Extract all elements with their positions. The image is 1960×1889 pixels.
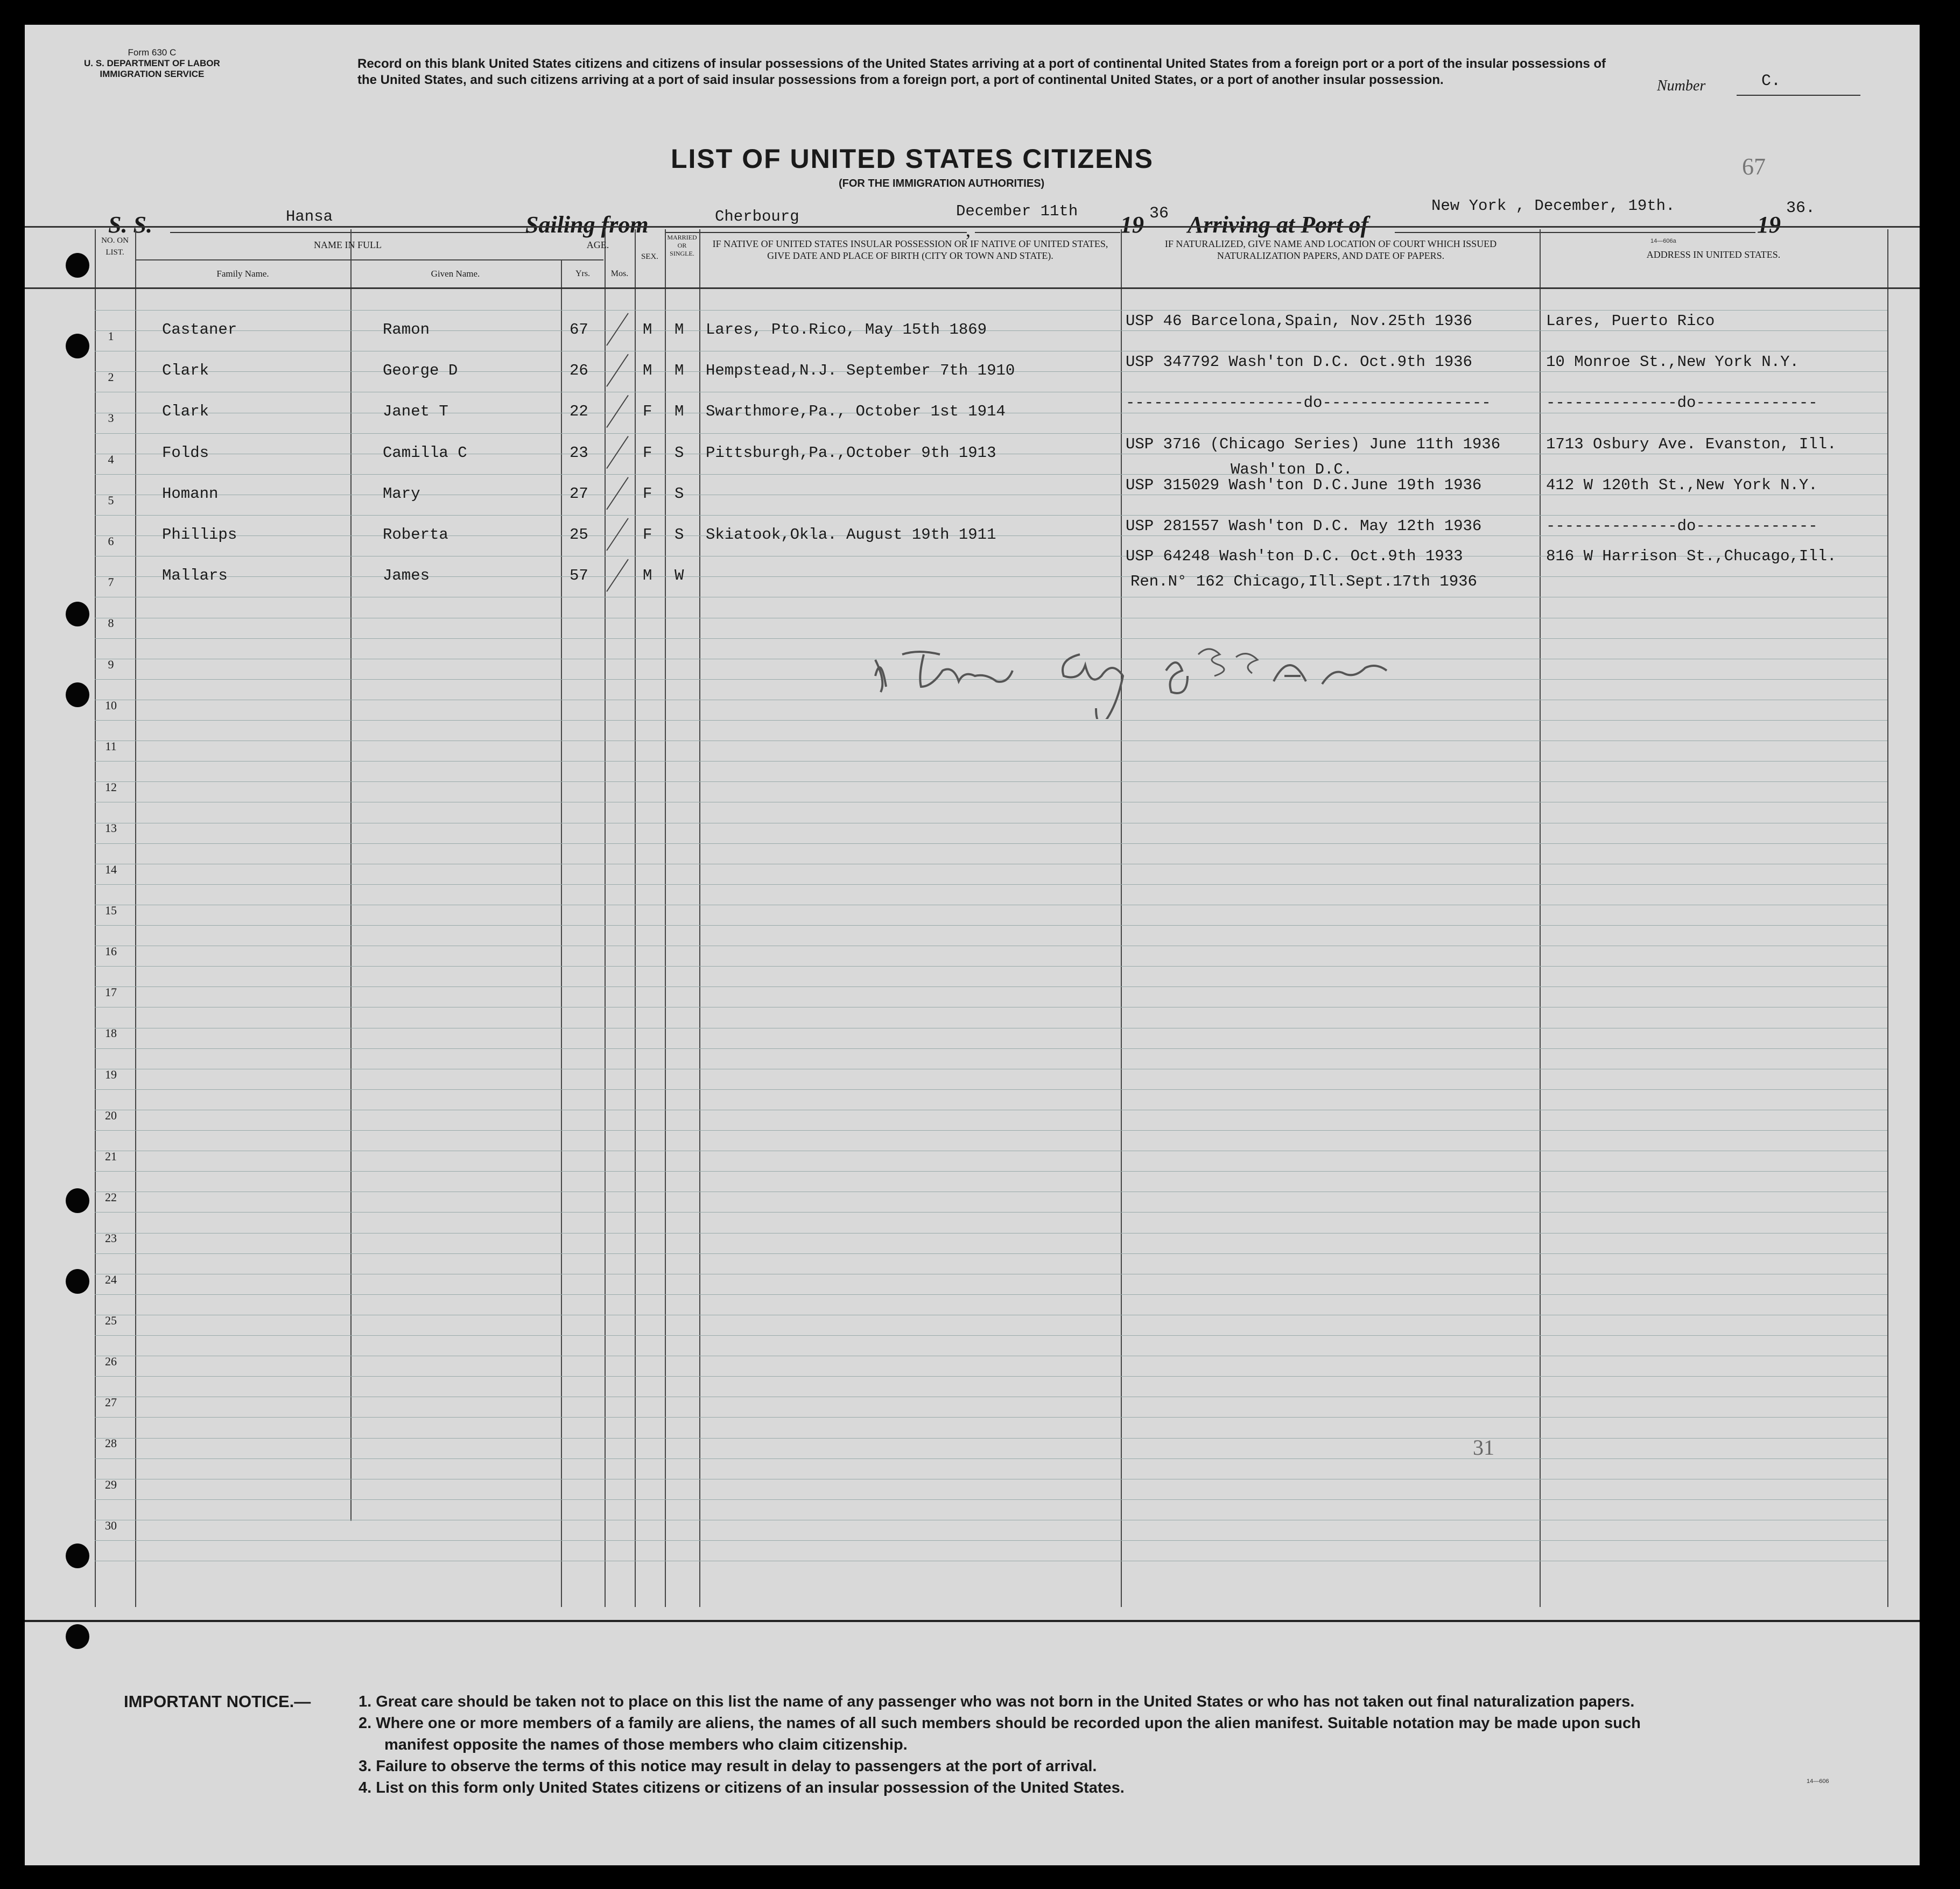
ruled-line: [95, 781, 1887, 782]
notice-item-4: 4. List on this form only United States citizens or citizens of an insular possession of the United States.: [359, 1779, 1125, 1796]
us-address-cell: --------------do-------------: [1546, 517, 1818, 535]
notice-item-3: 3. Failure to observe the terms of this notice may result in delay to passengers at the port of arrival.: [359, 1758, 1097, 1775]
stamp-number: 31: [1473, 1435, 1494, 1460]
table-top-border: [25, 226, 1920, 228]
sex-cell: F: [643, 443, 652, 462]
ruled-line: [95, 1438, 1887, 1439]
notice-item-2: 2. Where one or more members of a family are aliens, the names of all such members should be recorded upon the alien manifest. Suitable notation may be made upon such: [359, 1715, 1641, 1732]
us-address-cell: 10 Monroe St.,New York N.Y.: [1546, 353, 1799, 371]
punch-hole: [66, 1269, 89, 1294]
row-number: 18: [105, 1026, 117, 1040]
row-number: 23: [105, 1231, 117, 1245]
page-subtitle: (FOR THE IMMIGRATION AUTHORITIES): [839, 178, 1045, 189]
manifest-page: Form 630 C U. S. DEPARTMENT OF LABOR IMMIGRATION SERVICE Record on this blank United States citizens and citizens of insular possessions of the United States arriving at a port of continental United States from a foreign port or a port of the insular possessions of the United States, and such citizens arriving at a port of said insular possessions from a foreign port, a port of continental United States, or a port of another insular possession. Number C. LIST OF UNITED STATES CITIZENS (FOR THE IMMIGRATION AUTHORITIES) 67 S. S. Hansa Sailing from Cherbourg , December 11th 19 36 Arriving at Port of New York , December, 19th. 19 36. 14—606a NO. ON LIST. NAME IN FULL Family Name. Given Name. AGE. Yrs. Mos. SEX. MARRIED OR SINGLE. IF NATIVE OF UNITED STATES INSULAR POSSESSION OR IF NATIVE OF UNITED STATES, GIVE DATE AND PLACE OF BIRTH (CITY OR TOWN AND STATE). IF NATURALIZED, GIVE NAME AND LOCATION OF COURT WHICH ISSUED NATURALIZATION PAPERS, AND DATE OF PAPERS. ADDRESS IN UNITED STATES. 1 2 3 4 5 6 7 8 9 10 11 12 13 14 15 16 17 18 19 20 21 22 23 24 25 26 27 28 29 30 Castaner Ramon 67 M M Lares, Pto.Rico, May 15th 1869 USP 46 Barcelona,Spain, Nov.25th 1936 Lares, Puerto Rico Clark George D 26 M M Hempstead,N.J. September 7th 1910 USP 347792 Wash'ton D.C. Oct.9th 1936 10 Monroe St.,New York N.Y. Clark Janet T 22 F M Swarthmore,Pa., October 1st 1914 -------------------do------------------ --------------do------------- Folds Camilla C 23 F S Pittsburgh,Pa.,October 9th 1913 USP 3716 (Chicago Series) June 11th 1936 1713 Osbury Ave. Evanston, Ill. Homann Mary 27 F S USP 315029 Wash'ton D.C.June 19th 1936 412 W 120th St.,New York N.Y. Phillips Roberta 25 F S Skiatook,Okla. August 19th 1911 USP 281557 Wash'ton D.C. May 12th 1936 --------------do------------- Mallars James 57 M W USP 64248 Wash'ton D.C. Oct.9th 1933 816 W Harrison St.,Chucago,Ill. Wash'ton D.C. Ren.N° 162 Chicago,Ill.Sept.17th 1936 31 IMPORTANT NOTICE.— 1. Great care should be taken not to place on this list the name of any passenger who was not born in the United States or who has not taken out final naturalization papers. 2. Where one or more members of a family are aliens, the names of all such members should be recorded upon the alien manifest. Suitable notation may be made upon such manifest opposite the names of those members who claim citizenship. 3. Failure to observe the terms of this notice may result in delay to passengers at the port of arrival. 4. List on this form only United States citizens or citizens of an insular possession of the United States. 14—606: [25, 25, 1920, 1865]
row-number: 16: [105, 944, 117, 958]
punch-hole: [66, 1624, 89, 1649]
departure-year: 36: [1149, 205, 1169, 223]
us-address-cell: 1713 Osbury Ave. Evanston, Ill.: [1546, 435, 1837, 453]
row-number: 21: [105, 1150, 117, 1163]
marital-status-cell: S: [675, 484, 684, 503]
col-naturalized: IF NATURALIZED, GIVE NAME AND LOCATION OF COURT WHICH ISSUED NATURALIZATION PAPERS, AND DATE OF PAPERS.: [1164, 238, 1497, 261]
row-number: 2: [108, 370, 114, 384]
ruled-line: [95, 966, 1887, 967]
row-number: 8: [108, 616, 114, 630]
row-number: 9: [108, 657, 114, 671]
ruled-line: [95, 1499, 1887, 1500]
family-name-cell: Homann: [162, 484, 219, 503]
department: U. S. DEPARTMENT OF LABOR: [84, 58, 220, 68]
col-family-name: Family Name.: [216, 269, 269, 279]
given-name-cell: Camilla C: [383, 443, 467, 462]
marital-status-cell: S: [675, 443, 684, 462]
naturalized-court-note: Wash'ton D.C.: [1231, 461, 1353, 478]
year-prefix: 19: [1120, 212, 1144, 238]
naturalization-cell: USP 347792 Wash'ton D.C. Oct.9th 1936: [1126, 353, 1472, 371]
row-number: 25: [105, 1313, 117, 1327]
ruled-line: [95, 1130, 1887, 1131]
ruled-line: [95, 1089, 1887, 1090]
form-number: Form 630 C: [128, 47, 177, 58]
given-name-cell: Ramon: [383, 321, 430, 339]
ruled-line: [95, 1048, 1887, 1049]
row-number: 20: [105, 1108, 117, 1122]
col-no: NO. ON LIST.: [101, 236, 129, 257]
given-name-cell: Mary: [383, 484, 420, 503]
age-tick-mark: [607, 559, 628, 591]
punch-hole: [66, 253, 89, 278]
ruled-line: [95, 310, 1887, 311]
row-number: 10: [105, 698, 117, 712]
row-number: 15: [105, 903, 117, 917]
birth-place-date-cell: Hempstead,N.J. September 7th 1910: [706, 362, 1015, 380]
given-name-cell: Janet T: [383, 403, 448, 421]
col-yrs: Yrs.: [575, 269, 591, 278]
age-years-cell: 26: [570, 362, 588, 380]
col-given-name: Given Name.: [431, 269, 480, 279]
age-years-cell: 22: [570, 403, 588, 421]
naturalization-cell: USP 46 Barcelona,Spain, Nov.25th 1936: [1126, 312, 1472, 330]
punch-hole: [66, 682, 89, 707]
sailing-from: Cherbourg: [715, 208, 799, 225]
service: IMMIGRATION SERVICE: [100, 69, 205, 79]
row-number: 29: [105, 1477, 117, 1491]
row-number: 7: [108, 575, 114, 589]
col-married: MARRIED OR SINGLE.: [667, 234, 697, 257]
birth-place-date-cell: Pittsburgh,Pa.,October 9th 1913: [706, 443, 996, 462]
notice-item-1: 1. Great care should be taken not to place on this list the name of any passenger who was not born in the United States or who has not taken out final naturalization papers.: [359, 1693, 1635, 1710]
passenger-table: [25, 229, 1920, 1607]
row-number: 24: [105, 1272, 117, 1286]
ruled-line: [95, 1458, 1887, 1459]
row-number: 28: [105, 1436, 117, 1450]
col-address: ADDRESS IN UNITED STATES.: [1646, 249, 1781, 260]
family-name-cell: Folds: [162, 443, 209, 462]
age-years-cell: 25: [570, 526, 588, 544]
sex-cell: F: [643, 526, 652, 544]
age-years-cell: 57: [570, 567, 588, 585]
instructions: Record on this blank United States citizens and citizens of insular possessions of the United States arriving at a port of continental United States from a foreign port or a port of the insular possessions of the United States, and such citizens arriving at a port of said insular possessions from a foreign port, a port of continental United States, or a port of another insular possession.: [357, 57, 1606, 87]
sailing-label: Sailing from: [525, 212, 649, 238]
ruled-line: [95, 1253, 1887, 1254]
renewal-note: Ren.N° 162 Chicago,Ill.Sept.17th 1936: [1130, 573, 1477, 590]
sex-cell: M: [643, 362, 652, 380]
row-number: 4: [108, 452, 114, 466]
ruled-line: [95, 843, 1887, 844]
ruled-line: [95, 1335, 1887, 1336]
col-age: AGE.: [586, 239, 609, 250]
marital-status-cell: M: [675, 403, 684, 421]
naturalization-cell: USP 3716 (Chicago Series) June 11th 1936: [1126, 435, 1501, 453]
ruled-line: [95, 884, 1887, 885]
ruled-line: [95, 1294, 1887, 1295]
row-number: 27: [105, 1395, 117, 1409]
ruled-line: [95, 1171, 1887, 1172]
ruled-line: [95, 474, 1887, 475]
ruled-line: [95, 515, 1887, 516]
family-name-cell: Clark: [162, 362, 209, 380]
age-years-cell: 23: [570, 443, 588, 462]
naturalization-cell: USP 315029 Wash'ton D.C.June 19th 1936: [1126, 476, 1482, 494]
col-mos: Mos.: [610, 269, 629, 278]
row-number: 30: [105, 1518, 117, 1532]
row-number: 22: [105, 1190, 117, 1204]
inspector-signature: [865, 633, 1500, 719]
sex-cell: F: [643, 403, 652, 421]
notice-heading: IMPORTANT NOTICE.—: [124, 1692, 311, 1711]
birth-place-date-cell: Skiatook,Okla. August 19th 1911: [706, 526, 996, 544]
row-number: 11: [105, 739, 117, 753]
punch-hole: [66, 334, 89, 358]
family-name-cell: Phillips: [162, 526, 237, 544]
age-years-cell: 27: [570, 484, 588, 503]
page-title: LIST OF UNITED STATES CITIZENS: [671, 144, 1154, 174]
number-line: [1737, 95, 1860, 96]
ship-name: Hansa: [286, 208, 333, 225]
us-address-cell: 816 W Harrison St.,Chucago,Ill.: [1546, 547, 1837, 566]
given-name-cell: James: [383, 567, 430, 585]
arrival-year: 36.: [1786, 199, 1816, 217]
ruled-line: [95, 330, 1887, 331]
row-number: 12: [105, 780, 117, 794]
punch-hole: [66, 602, 89, 626]
us-address-cell: 412 W 120th St.,New York N.Y.: [1546, 476, 1818, 494]
table-bottom-border: [25, 1620, 1920, 1622]
birth-place-date-cell: Swarthmore,Pa., October 1st 1914: [706, 403, 1006, 421]
row-number: 19: [105, 1067, 117, 1081]
arriving-label: Arriving at Port of: [1188, 212, 1369, 238]
ruled-line: [95, 986, 1887, 987]
row-number: 3: [108, 411, 114, 425]
age-tick-mark: [607, 313, 628, 346]
sex-cell: M: [643, 321, 652, 339]
sex-cell: M: [643, 567, 652, 585]
ruled-line: [95, 576, 1887, 577]
ruled-line: [95, 433, 1887, 434]
family-name-cell: Clark: [162, 403, 209, 421]
family-name-cell: Mallars: [162, 567, 228, 585]
given-name-cell: Roberta: [383, 526, 448, 544]
marital-status-cell: M: [675, 321, 684, 339]
row-number: 1: [108, 329, 114, 343]
ruled-line: [95, 761, 1887, 762]
row-number: 26: [105, 1355, 117, 1368]
age-tick-mark: [607, 436, 628, 469]
form-code: 14—606a: [1650, 238, 1676, 244]
arrival-port-date: New York , December, 19th.: [1431, 197, 1675, 215]
row-number: 17: [105, 985, 117, 999]
arrival-year-prefix: 19: [1757, 212, 1781, 238]
age-tick-marks: [605, 229, 637, 671]
row-number: 14: [105, 862, 117, 876]
marital-status-cell: S: [675, 526, 684, 544]
age-years-cell: 67: [570, 321, 588, 339]
ruled-line: [95, 1376, 1887, 1377]
naturalization-cell: USP 64248 Wash'ton D.C. Oct.9th 1933: [1126, 547, 1463, 566]
ruled-line: [95, 1233, 1887, 1234]
number-value: C.: [1761, 72, 1781, 90]
bottom-form-code: 14—606: [1807, 1778, 1829, 1785]
ruled-line: [95, 925, 1887, 926]
row-number: 5: [108, 493, 114, 507]
given-name-cell: George D: [383, 362, 458, 380]
row-number: 13: [105, 821, 117, 835]
marital-status-cell: W: [675, 567, 684, 585]
sex-cell: F: [643, 484, 652, 503]
naturalization-cell: -------------------do------------------: [1126, 394, 1491, 412]
departure-date: December 11th: [956, 202, 1078, 220]
us-address-cell: Lares, Puerto Rico: [1546, 312, 1715, 330]
ruled-line: [95, 1212, 1887, 1213]
col-birth: IF NATIVE OF UNITED STATES INSULAR POSSESSION OR IF NATIVE OF UNITED STATES, GIVE DATE AND PLACE OF BIRTH (CITY OR TOWN AND STATE).: [712, 238, 1108, 261]
page-number: 67: [1742, 153, 1766, 180]
number-label: Number: [1657, 77, 1706, 94]
family-name-cell: Castaner: [162, 321, 237, 339]
age-tick-mark: [607, 477, 628, 510]
form-identifier: [84, 47, 220, 80]
ruled-line: [95, 1417, 1887, 1418]
ss-label: S. S.: [108, 212, 152, 238]
age-tick-mark: [607, 395, 628, 427]
marital-status-cell: M: [675, 362, 684, 380]
us-address-cell: --------------do-------------: [1546, 394, 1818, 412]
col-name-in-full: NAME IN FULL: [314, 239, 382, 250]
naturalization-cell: USP 281557 Wash'ton D.C. May 12th 1936: [1126, 517, 1482, 535]
age-tick-mark: [607, 518, 628, 551]
ruled-line: [95, 720, 1887, 721]
punch-hole: [66, 1543, 89, 1568]
ruled-line: [95, 1540, 1887, 1541]
col-sex: SEX.: [641, 252, 659, 261]
punch-hole: [66, 1188, 89, 1213]
row-number: 6: [108, 534, 114, 548]
notice-item-2-cont: manifest opposite the names of those members who claim citizenship.: [384, 1736, 908, 1753]
age-tick-mark: [607, 354, 628, 386]
birth-place-date-cell: Lares, Pto.Rico, May 15th 1869: [706, 321, 987, 339]
